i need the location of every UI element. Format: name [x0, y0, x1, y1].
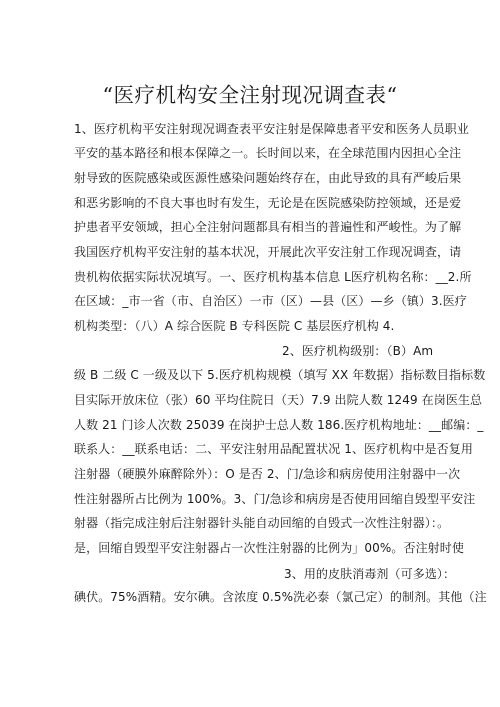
paragraph-line: 在区域：_市一省（市、自治区）一市（区）—县（区）—乡（镇）3.医疗 [74, 294, 467, 308]
paragraph-line: 联系人：__联系电话：二、平安注射用品配置状况 1、医疗机构中是否复用 [74, 442, 473, 456]
paragraph-line: 级 B 二级 C 一级及以下 5.医疗机构规模（填写 XX 年数据）指标数目指标数 [74, 368, 486, 382]
paragraph-line: 注射器（硬膜外麻醉除外）：O 是否 2、门/急诊和病房使用注射器中一次 [74, 467, 461, 481]
section-heading-line: 3、用的皮肤消毒剂（可多选）： [284, 567, 456, 581]
paragraph-line: 是，回缩自毁型平安注射器占一次性注射器的比例为」00%。否注射时使 [74, 541, 464, 555]
paragraph-line: 护患者平安领域，担心全注射问题都具有相当的普遍性和严峻性。为了解 [74, 220, 462, 234]
paragraph-line: 贵机构依据实际状况填写。一、医疗机构基本信息 L医疗机构名称：__2.所 [74, 270, 472, 284]
paragraph-line: 射器（指完成注射后注射器针头能自动回缩的自毁式一次性注射器）：。 [74, 516, 450, 530]
paragraph-line: 人数 21 门诊人次数 25039 在岗护士总人数 186.医疗机构地址：__邮编：_ [74, 418, 484, 432]
paragraph-line: 碘伏。75%酒精。安尔碘。含浓度 0.5%洗必泰（氯己定）的制剂。其他（注 [74, 590, 487, 604]
paragraph-line: 和恶劣影响的不良大事也时有发生，无论是在医院感染防控领域，还是爱 [74, 196, 462, 210]
paragraph-line: 我国医疗机构平安注射的基本状况，开展此次平安注射工作现况调查，请 [74, 245, 462, 259]
document-title: “医疗机构安全注射现况调查表“ [102, 83, 398, 107]
paragraph-line: 机构类型：（八）A 综合医院 B 专科医院 C 基层医疗机构 4. [74, 319, 395, 333]
paragraph-line: 目实际开放床位（张）60 平均住院日（天）7.9 出院人数 1249 在岗医生总 [74, 393, 483, 407]
paragraph-line: 1、医疗机构平安注射现况调查表平安注射是保障患者平安和医务人员职业 [74, 122, 469, 136]
section-heading-line: 2、医疗机构级别：（B）Am [282, 344, 434, 358]
paragraph-line: 性注射器所占比例为 100%。3、门/急诊和病房是否使用回缩自毁型平安注 [74, 492, 476, 506]
paragraph-line: 射导致的医院感染或医源性感染问题始终存在，由此导致的具有严峻后果 [74, 171, 462, 185]
paragraph-line: 平安的基本路径和根本保障之一。长时间以来，在全球范围内因担心全注 [74, 146, 462, 160]
